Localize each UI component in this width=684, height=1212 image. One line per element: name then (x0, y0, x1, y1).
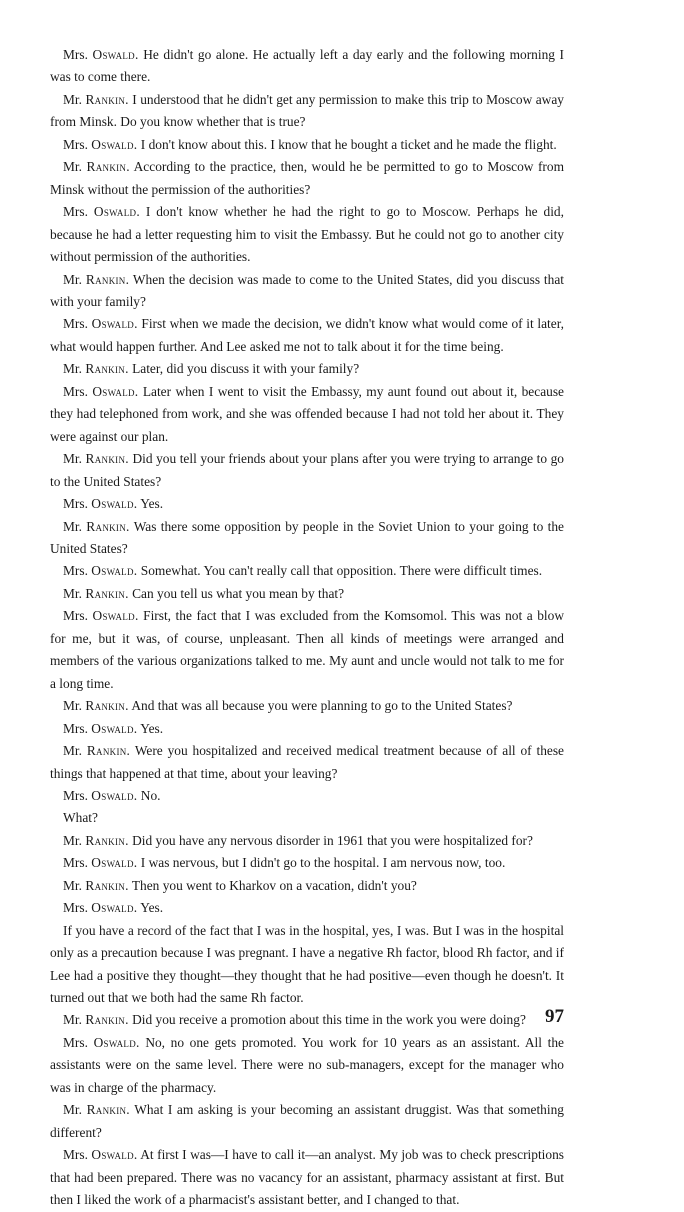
speaker-name: Rankin. (85, 832, 129, 848)
paragraph-text: I was nervous, but I didn't go to the hospital. I am nervous now, too. (140, 855, 506, 871)
speaker-name: Rankin. (85, 698, 129, 714)
paragraph-text: Did you have any nervous disorder in 1961 that you were hospitalized for? (132, 832, 533, 848)
testimony-paragraph (50, 448, 564, 493)
testimony-paragraph (50, 381, 564, 448)
speaker-title: Mr. (63, 361, 82, 377)
speaker-title: Mr. (63, 518, 82, 534)
paragraph-text: Yes. (140, 900, 164, 916)
speaker-title: Mr. (63, 698, 82, 714)
speaker-title: Mr. (63, 877, 82, 893)
paragraph-text: He didn't go alone. He actually left a day early and the following morning I was to come there. (50, 47, 564, 85)
transcript-page (50, 44, 564, 1212)
testimony-paragraph (50, 897, 564, 919)
testimony-paragraph (50, 269, 564, 314)
speaker-name: Oswald. (91, 563, 138, 579)
testimony-paragraph (50, 583, 564, 605)
speaker-title: Mrs. (63, 383, 88, 399)
paragraph-text: Did you tell your friends about your plans after you were trying to arrange to go to the United States? (50, 451, 564, 489)
paragraph-text: Were you hospitalized and received medical treatment because of all of these things that happened at that time, about your leaving? (50, 743, 564, 781)
speaker-title: Mrs. (63, 900, 88, 916)
paragraph-text: According to the practice, then, would he be permitted to go to Moscow from Minsk without the permission of the authorities? (50, 159, 565, 197)
paragraph-text: If you have a record of the fact that I was in the hospital, yes, I was. But I was in the hospital only as a precaution because I was pregnant. I have a negative Rh factor, blood Rh factor, and if Lee had a positive they thought—they thought that he had positive—even though he doesn't. It turned out that we both had the same Rh factor. (50, 922, 564, 1006)
speaker-title: Mr. (63, 1012, 82, 1028)
speaker-title: Mr. (63, 451, 82, 467)
speaker-name: Oswald. (91, 855, 138, 871)
speaker-title: Mrs. (63, 855, 88, 871)
testimony-paragraph (50, 830, 564, 852)
speaker-title: Mrs. (63, 136, 88, 152)
testimony-paragraph (50, 358, 564, 380)
paragraph-text: Later, did you discuss it with your family? (132, 361, 360, 377)
paragraph-text: Did you receive a promotion about this time in the work you were doing? (132, 1012, 526, 1028)
paragraph-text: Was there some opposition by people in the Soviet Union to your going to the United States? (50, 518, 565, 556)
testimony-paragraph (50, 718, 564, 740)
testimony-paragraph (50, 852, 564, 874)
speaker-title: Mr. (63, 832, 82, 848)
speaker-title: Mr. (63, 271, 82, 287)
page-number: 97 (545, 1006, 564, 1027)
speaker-name: Oswald. (91, 316, 138, 332)
speaker-title: Mrs. (63, 47, 88, 62)
paragraph-text: First, the fact that I was excluded from the Komsomol. This was not a blow for me, but it was, of course, unpleasant. Then all kinds of meetings were arranged and members of the various organizations talked to me. My aunt and uncle would not talk to me for a long time. (50, 608, 564, 691)
paragraph-text: Later when I went to visit the Embassy, my aunt found out about it, because they had telephoned from work, and she was offended because I had not told her about it. They were against our plan. (50, 383, 564, 444)
speaker-title: Mr. (63, 91, 82, 107)
speaker-name: Rankin. (85, 1012, 129, 1028)
speaker-name: Rankin. (85, 585, 129, 601)
speaker-title: Mr. (63, 159, 82, 175)
paragraph-text: And that was all because you were planning to go to the United States? (131, 698, 513, 714)
testimony-paragraph (50, 605, 564, 695)
paragraph-text: Then you went to Kharkov on a vacation, didn't you? (131, 877, 417, 893)
testimony-paragraph (50, 44, 564, 89)
testimony-paragraph (50, 493, 564, 515)
testimony-paragraph (50, 807, 564, 829)
testimony-paragraph (50, 920, 564, 1010)
speaker-title: Mr. (63, 585, 82, 601)
paragraph-text: No. (140, 787, 161, 803)
speaker-name: Oswald. (93, 1034, 140, 1050)
paragraph-text: I don't know about this. I know that he bought a ticket and he made the flight. (140, 136, 557, 152)
paragraph-text: When the decision was made to come to the United States, did you discuss that with your family? (50, 271, 565, 309)
speaker-name: Rankin. (85, 451, 129, 467)
testimony-paragraph (50, 1144, 564, 1211)
paragraph-text: What? (63, 810, 98, 826)
paragraph-text: At first I was—I have to call it—an analyst. My job was to check prescriptions that had been prepared. There was no vacancy for an assistant, pharmacy assistant at first. But then I liked the work of a pharmacist's assistant better, and I changed to that. (50, 1147, 564, 1208)
speaker-title: Mrs. (63, 720, 88, 736)
speaker-name: Rankin. (86, 518, 130, 534)
testimony-paragraph (50, 785, 564, 807)
speaker-name: Oswald. (92, 608, 139, 624)
testimony-paragraph (50, 201, 564, 268)
testimony-paragraph (50, 560, 564, 582)
paragraph-text: No, no one gets promoted. You work for 10 years as an assistant. All the assistants were on the same level. There were no sub-managers, except for the manager who was in charge of the pharmacy. (50, 1034, 564, 1095)
paragraph-text: What I am asking is your becoming an assistant druggist. Was that something different? (50, 1102, 564, 1140)
speaker-name: Oswald. (91, 496, 138, 512)
speaker-title: Mrs. (63, 204, 88, 220)
speaker-title: Mrs. (63, 608, 88, 624)
testimony-paragraph (50, 695, 564, 717)
testimony-paragraph (50, 313, 564, 358)
speaker-name: Oswald. (91, 136, 138, 152)
testimony-paragraph (50, 740, 564, 785)
paragraph-text: I understood that he didn't get any permission to make this trip to Moscow away from Minsk. Do you know whether that is true? (50, 91, 564, 130)
speaker-name: Rankin. (85, 91, 129, 107)
paragraph-text: Yes. (140, 496, 164, 512)
testimony-paragraph (50, 1099, 564, 1144)
paragraph-text: Somewhat. You can't really call that opposition. There were difficult times. (140, 563, 543, 579)
paragraph-text: First when we made the decision, we didn't know what would come of it later, what would happen further. And Lee asked me not to talk about it for the time being. (50, 316, 564, 354)
speaker-title: Mrs. (63, 316, 88, 332)
testimony-paragraph (50, 156, 564, 201)
speaker-title: Mrs. (63, 496, 88, 512)
speaker-name: Rankin. (86, 1102, 130, 1118)
speaker-title: Mrs. (63, 563, 88, 579)
speaker-name: Oswald. (91, 900, 138, 916)
speaker-name: Rankin. (85, 877, 129, 893)
speaker-name: Oswald. (92, 47, 139, 62)
testimony-paragraph (50, 1032, 564, 1099)
speaker-name: Rankin. (85, 361, 129, 377)
testimony-paragraph (50, 1009, 564, 1031)
speaker-name: Rankin. (86, 159, 130, 175)
paragraph-text: Yes. (140, 720, 164, 736)
testimony-paragraph (50, 134, 564, 156)
speaker-name: Oswald. (93, 204, 140, 220)
speaker-name: Oswald. (91, 720, 138, 736)
testimony-paragraph (50, 89, 564, 134)
testimony-paragraph (50, 875, 564, 897)
speaker-name: Rankin. (85, 271, 130, 287)
speaker-title: Mrs. (63, 1147, 88, 1163)
testimony-paragraph (50, 516, 564, 561)
speaker-name: Oswald. (91, 787, 138, 803)
speaker-name: Oswald. (92, 383, 139, 399)
speaker-title: Mrs. (63, 787, 88, 803)
speaker-title: Mr. (63, 743, 82, 759)
speaker-name: Oswald. (91, 1147, 138, 1163)
speaker-title: Mrs. (63, 1034, 88, 1050)
paragraph-text: Can you tell us what you mean by that? (132, 585, 345, 601)
paragraph-text: I don't know whether he had the right to go to Moscow. Perhaps he did, because he had a letter requesting him to visit the Embassy. But he could not go to another city without permission of the authorities. (50, 204, 564, 265)
speaker-title: Mr. (63, 1102, 82, 1118)
speaker-name: Rankin. (86, 743, 131, 759)
